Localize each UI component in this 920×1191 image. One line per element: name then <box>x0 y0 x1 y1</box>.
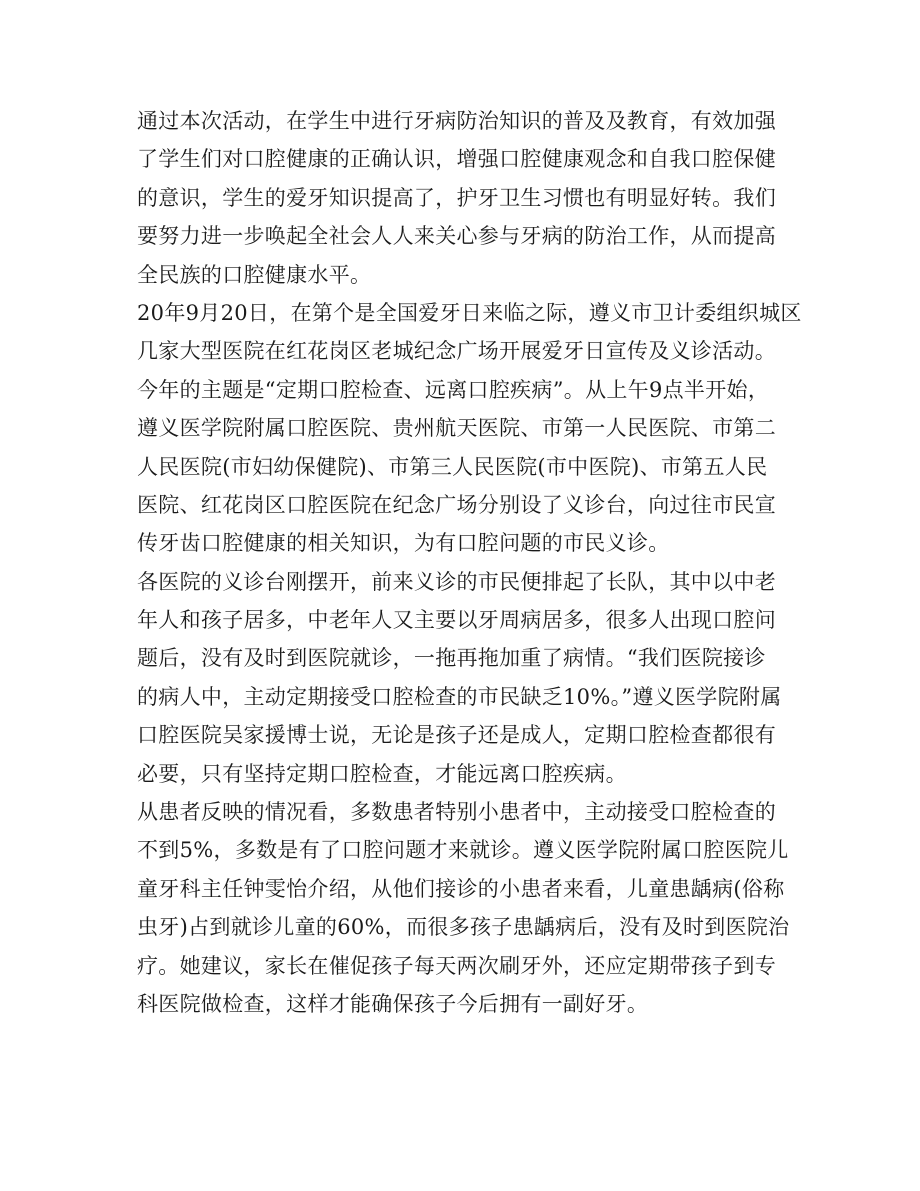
text-line: 20年9月20日，在第个是全国爱牙日来临之际，遵义市卫计委组织城区 <box>137 300 802 325</box>
paragraph-event-description <box>137 294 802 563</box>
text-line: 科医院做检查，这样才能确保孩子今后拥有一副好牙。 <box>137 991 649 1016</box>
text-line: 必要，只有坚持定期口腔检查，才能远离口腔疾病。 <box>137 761 627 786</box>
paragraph-clinic-queue <box>137 563 797 793</box>
text-line: 童牙科主任钟雯怡介绍，从他们接诊的小患者来看，儿童患龋病(俗称 <box>137 876 785 901</box>
text-line: 口腔医院吴家援博士说，无论是孩子还是成人，定期口腔检查都很有 <box>137 723 776 748</box>
text-line: 的病人中，主动定期接受口腔检查的市民缺乏10%。”遵义医学院附属 <box>137 684 782 709</box>
paragraph-activity-summary <box>137 102 797 294</box>
text-line: 从患者反映的情况看，多数患者特别小患者中，主动接受口腔检查的 <box>137 800 776 825</box>
text-line: 传牙齿口腔健康的相关知识，为有口腔问题的市民义诊。 <box>137 531 670 556</box>
text-line: 各医院的义诊台刚摆开，前来义诊的市民便排起了长队，其中以中老 <box>137 569 776 594</box>
text-line: 年人和孩子居多，中老年人又主要以牙周病居多，很多人出现口腔问 <box>137 608 776 633</box>
text-line: 几家大型医院在红花岗区老城纪念广场开展爱牙日宣传及义诊活动。 <box>137 339 776 364</box>
text-line: 了学生们对口腔健康的正确认识，增强口腔健康观念和自我口腔保健 <box>137 147 776 172</box>
text-line: 题后，没有及时到医院就诊，一拖再拖加重了病情。“我们医院接诊 <box>137 646 766 671</box>
text-line: 遵义医学院附属口腔医院、贵州航天医院、市第一人民医院、市第二 <box>137 416 776 441</box>
document-body <box>137 102 802 1023</box>
text-line: 医院、红花岗区口腔医院在纪念广场分别设了义诊台，向过往市民宣 <box>137 492 776 517</box>
text-line: 不到5%，多数是有了口腔问题才来就诊。遵义医学院附属口腔医院儿 <box>137 838 789 863</box>
text-line: 虫牙)占到就诊儿童的60%，而很多孩子患龋病后，没有及时到医院治 <box>137 915 790 940</box>
text-line: 全民族的口腔健康水平。 <box>137 262 372 287</box>
text-line: 今年的主题是“定期口腔检查、远离口腔疾病”。从上午9点半开始， <box>137 377 770 402</box>
text-line: 疗。她建议，家长在催促孩子每天两次刷牙外，还应定期带孩子到专 <box>137 953 776 978</box>
text-line: 的意识，学生的爱牙知识提高了，护牙卫生习惯也有明显好转。我们 <box>137 185 776 210</box>
text-line: 人民医院(市妇幼保健院)、市第三人民医院(市中医院)、市第五人民 <box>137 454 768 479</box>
paragraph-children-dental-care <box>137 793 797 1023</box>
text-line: 要努力进一步唤起全社会人人来关心参与牙病的防治工作，从而提高 <box>137 224 776 249</box>
text-line: 通过本次活动，在学生中进行牙病防治知识的普及及教育，有效加强 <box>137 109 776 133</box>
